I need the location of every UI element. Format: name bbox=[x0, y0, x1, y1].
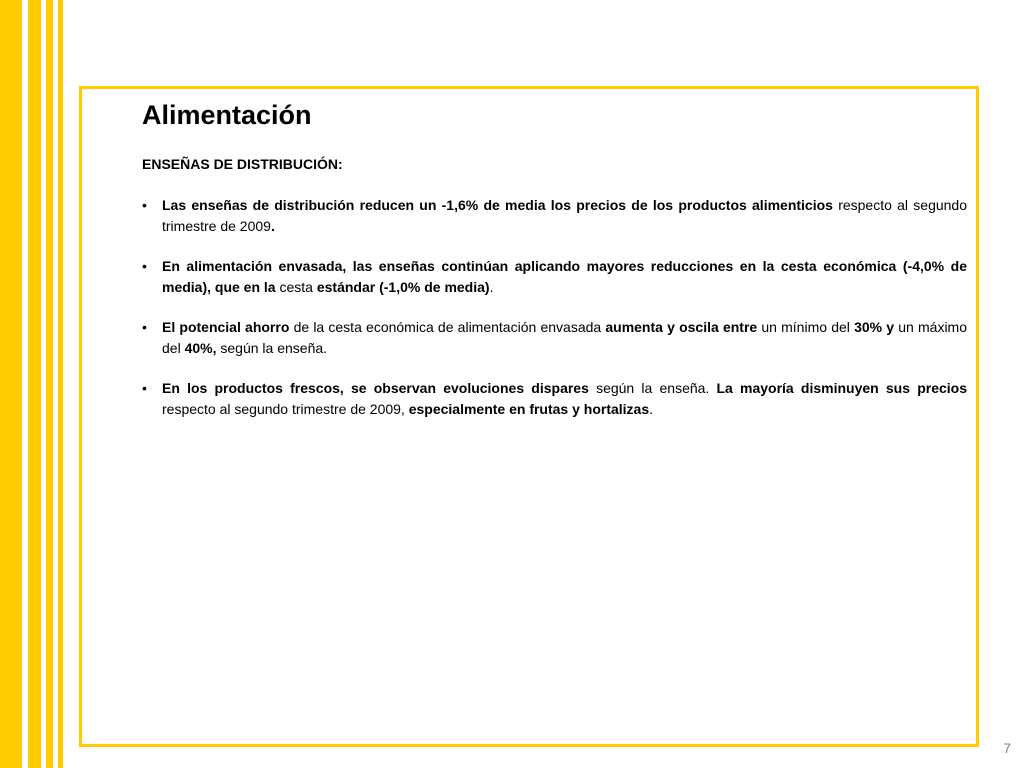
section-subtitle: ENSEÑAS DE DISTRIBUCIÓN: bbox=[142, 156, 343, 172]
bullet-item bbox=[142, 378, 967, 420]
bullet-item bbox=[142, 256, 967, 298]
decor-stripe-4 bbox=[58, 0, 63, 768]
bullet-icon: • bbox=[142, 380, 147, 396]
decor-stripe-1 bbox=[0, 0, 22, 768]
bullet-text: según la enseña. bbox=[216, 340, 328, 356]
bullet-text-bold: aumenta y oscila entre bbox=[605, 319, 758, 335]
bullet-text: respecto al segundo trimestre de 2009, bbox=[162, 401, 409, 417]
bullet-text: según la enseña. bbox=[588, 380, 717, 396]
bullet-text-bold: La mayoría disminuyen sus precios bbox=[716, 380, 967, 396]
bullet-item bbox=[142, 195, 967, 237]
bullet-icon: • bbox=[142, 258, 147, 274]
bullet-item bbox=[142, 317, 967, 359]
bullet-text: respecto al segundo trimestre de 2009 bbox=[162, 197, 968, 234]
slide-title: Alimentación bbox=[142, 100, 312, 130]
bullet-text-bold: En alimentación envasada, las enseñas continúan aplicando mayores reducciones en la cesta económica (-4,0% de media), que en la bbox=[162, 258, 967, 295]
bullet-text-bold: Las enseñas de distribución reducen un -1,6% de media los precios de los productos alimenticios bbox=[162, 197, 833, 213]
bullet-text: cesta bbox=[275, 279, 317, 295]
bullet-text: . bbox=[649, 401, 654, 417]
bullet-text: . bbox=[489, 279, 494, 295]
bullet-text-bold: En los productos frescos, se observan evoluciones dispares bbox=[162, 380, 589, 396]
bullet-text: de la cesta económica de alimentación envasada bbox=[289, 319, 606, 335]
bullet-text-bold: estándar (-1,0% de media) bbox=[316, 279, 490, 295]
page-number: 7 bbox=[1003, 740, 1011, 756]
bullet-icon: • bbox=[142, 197, 147, 213]
decor-stripe-3 bbox=[46, 0, 53, 768]
slide-content bbox=[142, 96, 967, 439]
bullet-text: un mínimo del bbox=[757, 319, 855, 335]
bullet-text-bold: especialmente en frutas y hortalizas bbox=[408, 401, 650, 417]
bullet-text-bold: 30% y bbox=[854, 319, 895, 335]
bullet-text-bold: . bbox=[270, 218, 275, 234]
bullet-text-bold: El potencial ahorro bbox=[162, 319, 290, 335]
bullet-text-bold: 40%, bbox=[184, 340, 217, 356]
bullet-text: un máximo del bbox=[162, 319, 968, 356]
bullet-list bbox=[142, 195, 967, 420]
bullet-icon: • bbox=[142, 319, 147, 335]
decor-stripe-2 bbox=[28, 0, 41, 768]
